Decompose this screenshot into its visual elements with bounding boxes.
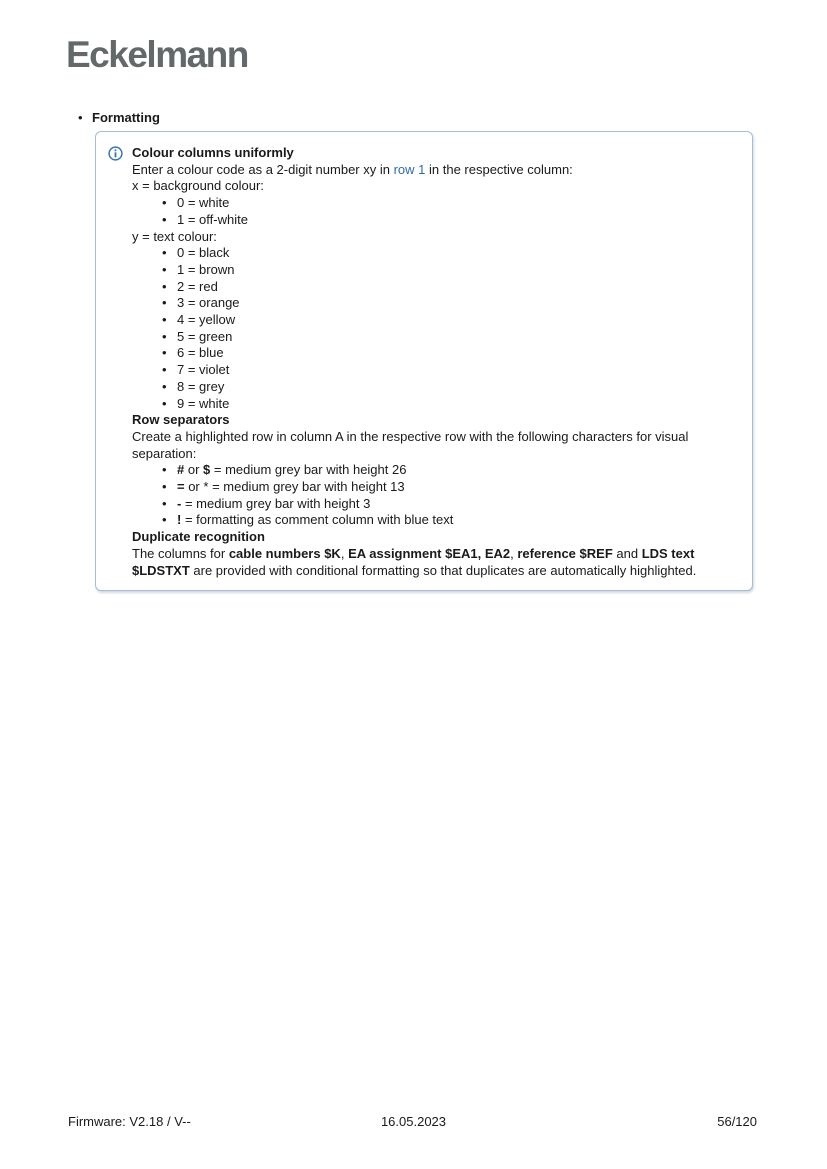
separator-symbol: = (177, 479, 185, 495)
separator-symbol: ! (177, 512, 182, 528)
list-item: • 6 = blue (162, 345, 738, 362)
list-item: • 1 = brown (162, 262, 738, 279)
list-item (162, 479, 738, 496)
dup-text: are provided with conditional formatting so that duplicates are automatically highlighted. (189, 562, 697, 578)
separator-text: or * (184, 479, 213, 495)
separator-text: or (184, 462, 204, 478)
y-colour-list (132, 245, 738, 412)
list-item: • 7 = violet (162, 362, 738, 379)
separator-symbol: # (177, 462, 185, 478)
separator-text: = formatting as comment column with blue text (181, 512, 454, 528)
info-icon-column (108, 145, 132, 166)
list-item: • 3 = orange (162, 295, 738, 312)
x-colour-list (132, 195, 738, 228)
separator-text: = medium grey bar with height 3 (181, 495, 371, 511)
list-item (162, 462, 738, 479)
list-item: • 1 = off-white (162, 212, 738, 229)
dup-text: and (612, 545, 642, 561)
info-panel (95, 131, 753, 591)
footer-page-number: 56/120 (717, 1114, 757, 1129)
separator-symbol: $ (203, 462, 211, 478)
heading-colour-columns: Colour columns uniformly (132, 145, 294, 160)
dup-text: The columns for (132, 545, 229, 561)
list-item: • 8 = grey (162, 379, 738, 396)
intro-text-post: in the respective column: (425, 161, 573, 177)
dup-bold: reference $REF (517, 545, 613, 561)
footer-firmware: Firmware: V2.18 / V-- (68, 1114, 191, 1129)
info-panel-content (132, 145, 738, 579)
row-1-link[interactable]: row 1 (393, 161, 426, 177)
dup-text: , (340, 545, 349, 561)
x-background-label: x = background colour: (132, 178, 264, 194)
info-icon (108, 146, 123, 161)
list-item: • 2 = red (162, 279, 738, 296)
dup-bold: EA assignment $EA1, EA2 (348, 545, 511, 561)
list-item: • 9 = white (162, 396, 738, 413)
heading-row-separators: Row separators (132, 412, 230, 428)
bullet-glyph: • (78, 110, 83, 125)
dup-text: , (510, 545, 518, 561)
formatting-list-item (78, 110, 160, 126)
row-separators-intro: Create a highlighted row in column A in the respective row with the following characters for visual separation: (132, 428, 689, 461)
dup-bold: cable numbers $K (228, 545, 341, 561)
list-item: • 4 = yellow (162, 312, 738, 329)
intro-text-pre: Enter a colour code as a 2-digit number xy in (132, 161, 394, 177)
dup-bold: LDS text $LDSTXT (132, 545, 695, 578)
eckelmann-logo: Eckelmann (66, 34, 248, 75)
list-item: • 5 = green (162, 329, 738, 346)
duplicate-recognition-text (132, 546, 738, 579)
separator-list (132, 462, 738, 529)
list-item: • 0 = black (162, 245, 738, 262)
formatting-label: Formatting (92, 110, 160, 125)
list-item (162, 496, 738, 513)
heading-duplicate-recognition: Duplicate recognition (132, 529, 265, 545)
list-item: • 0 = white (162, 195, 738, 212)
separator-text: = medium grey bar with height 26 (210, 462, 407, 478)
y-text-label: y = text colour: (132, 228, 217, 244)
separator-symbol: - (177, 495, 182, 511)
list-item (162, 512, 738, 529)
footer-date: 16.05.2023 (380, 1114, 447, 1129)
colour-code-intro (132, 162, 738, 179)
separator-text: = medium grey bar with height 13 (212, 479, 405, 495)
